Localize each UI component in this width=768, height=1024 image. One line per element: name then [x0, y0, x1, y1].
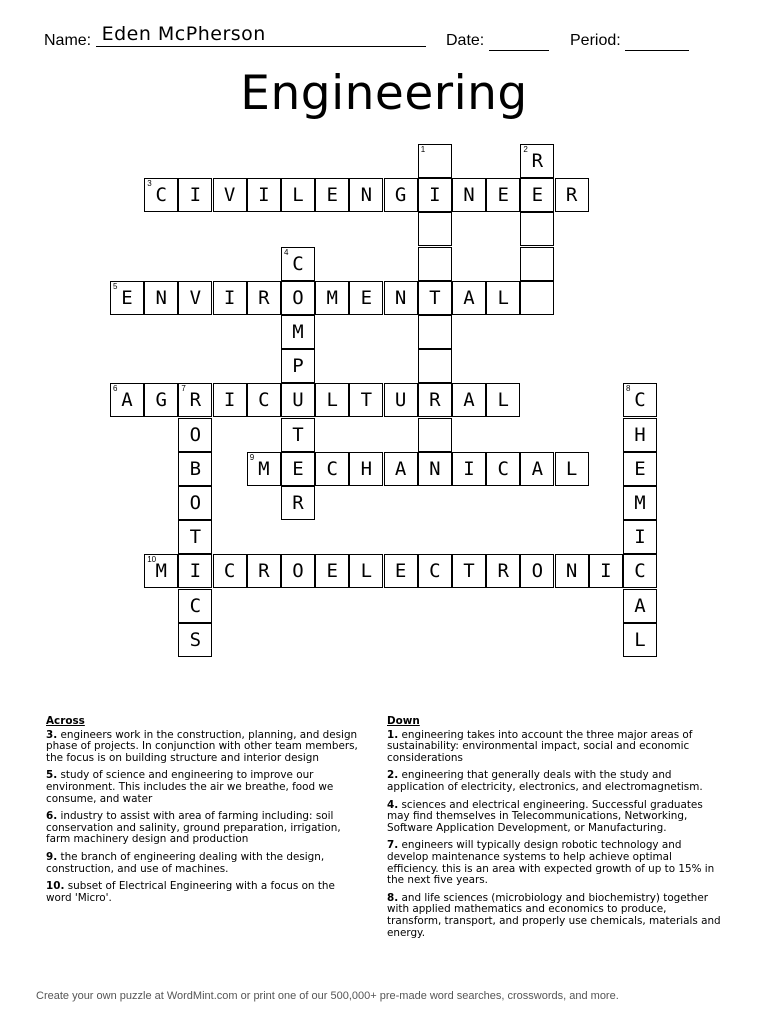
grid-cell[interactable] — [418, 452, 452, 486]
down-clue — [387, 840, 722, 886]
grid-cell[interactable] — [418, 418, 452, 452]
grid-cell[interactable] — [281, 349, 315, 383]
cell-letter: I — [189, 184, 202, 207]
grid-cell[interactable] — [520, 281, 554, 315]
grid-cell[interactable] — [349, 178, 383, 212]
grid-cell[interactable] — [281, 178, 315, 212]
cell-letter: N — [155, 286, 167, 309]
grid-cell[interactable] — [623, 554, 657, 588]
clue-num: 5. — [46, 769, 58, 782]
grid-cell[interactable] — [589, 554, 623, 588]
cell-letter: N — [463, 184, 475, 207]
grid-cell[interactable] — [623, 623, 657, 657]
cell-letter: R — [258, 560, 270, 583]
grid-cell[interactable] — [418, 383, 452, 417]
grid-cell[interactable] — [110, 281, 144, 315]
cell-letter: B — [189, 457, 202, 480]
grid-cell[interactable] — [178, 554, 212, 588]
cell-letter: O — [189, 423, 202, 446]
name-label: Name: — [44, 32, 92, 49]
cell-letter: E — [360, 286, 373, 309]
cell-letter: L — [326, 389, 338, 412]
clue-number: 4 — [284, 247, 289, 257]
grid-cell[interactable] — [520, 178, 554, 212]
cell-letter: I — [600, 560, 612, 583]
cell-letter: N — [565, 560, 578, 583]
grid-cell[interactable] — [247, 383, 281, 417]
grid-cell[interactable] — [349, 281, 383, 315]
grid-cell[interactable] — [315, 452, 349, 486]
clue-text: engineering takes into account the three major areas of sustainability: environmental impact, social and economic considerations — [387, 728, 693, 764]
cell-letter: C — [497, 457, 509, 480]
grid-cell[interactable] — [520, 554, 554, 588]
clue-num: 9. — [46, 850, 58, 863]
cell-letter: A — [121, 389, 133, 412]
grid-cell[interactable] — [623, 383, 657, 417]
cell-letter: R — [292, 492, 304, 514]
grid-cell[interactable] — [384, 383, 418, 417]
grid-cell[interactable] — [555, 178, 589, 212]
clue-num: 6. — [46, 810, 58, 823]
grid-cell[interactable] — [418, 554, 452, 588]
clue-text: industry to assist with area of farming including: soil conservation and salinity, ground preparation, irrigation, farm machinery design and production — [46, 810, 341, 846]
cell-letter: I — [429, 184, 441, 207]
cell-letter: C — [189, 594, 202, 617]
grid-cell[interactable] — [281, 554, 315, 588]
cell-letter: E — [121, 286, 133, 309]
grid-cell[interactable] — [623, 486, 657, 520]
grid-cell[interactable] — [281, 281, 315, 315]
cell-letter: C — [155, 184, 167, 207]
grid-cell[interactable] — [315, 383, 349, 417]
cell-letter: A — [463, 389, 475, 412]
cell-letter: C — [292, 252, 304, 275]
cell-letter: I — [223, 286, 236, 309]
cell-letter: U — [394, 389, 407, 412]
cell-letter: V — [223, 184, 236, 207]
clue-number: 5 — [113, 281, 118, 291]
grid-cell[interactable] — [349, 383, 383, 417]
clue-number: 2 — [523, 145, 528, 154]
cell-letter: O — [189, 492, 202, 514]
cell-letter: A — [531, 457, 544, 480]
grid-cell[interactable] — [213, 178, 247, 212]
grid-cell[interactable] — [623, 589, 657, 623]
grid-cell[interactable] — [452, 554, 486, 588]
down-clue — [387, 730, 722, 765]
cell-letter: R — [531, 150, 544, 172]
grid-cell[interactable] — [178, 486, 212, 520]
grid-cell[interactable] — [315, 554, 349, 588]
grid-cell[interactable] — [384, 452, 418, 486]
clue-text: sciences and electrical engineering. Successful graduates may find themselves in Telecommunications, Networking, Software Application Development, or Manufacturing. — [387, 798, 703, 834]
grid-cell[interactable] — [623, 520, 657, 554]
grid-cell[interactable] — [486, 281, 520, 315]
cell-letter: E — [497, 184, 509, 207]
grid-cell[interactable] — [349, 554, 383, 588]
cell-letter: C — [258, 389, 270, 412]
clue-number: 6 — [113, 384, 118, 394]
down-clue — [387, 800, 722, 835]
grid-cell[interactable] — [418, 144, 452, 178]
grid-cell[interactable] — [520, 452, 554, 486]
across-clue — [46, 770, 361, 805]
across-clue — [46, 811, 361, 846]
grid-cell[interactable] — [281, 486, 315, 520]
grid-cell[interactable] — [281, 315, 315, 349]
across-clue — [46, 730, 361, 765]
across-clue — [46, 852, 361, 875]
grid-cell[interactable] — [178, 281, 212, 315]
clue-text: study of science and engineering to improve our environment. This includes the air we breathe, food we consume, and water — [46, 769, 334, 805]
grid-cell[interactable] — [486, 383, 520, 417]
grid-cell[interactable] — [418, 349, 452, 383]
clue-text: engineers will typically design robotic technology and develop maintenance systems to help achieve optimal efficiency. this is an area with expected growth of up to 15% in the next five years. — [387, 839, 715, 887]
cell-letter: T — [360, 389, 373, 412]
cell-letter: P — [292, 355, 304, 378]
period-label: Period: — [570, 32, 621, 49]
grid-cell[interactable] — [315, 178, 349, 212]
cell-letter: M — [155, 560, 167, 583]
cell-letter: A — [394, 457, 407, 480]
cell-letter: U — [292, 389, 304, 412]
grid-cell[interactable] — [178, 589, 212, 623]
cell-letter: L — [634, 628, 646, 651]
cell-letter: C — [634, 560, 646, 583]
across-heading: Across — [46, 715, 85, 727]
cell-letter: I — [189, 560, 202, 583]
cell-letter: L — [497, 389, 509, 412]
date-label: Date: — [446, 32, 485, 49]
grid-cell[interactable] — [110, 383, 144, 417]
cell-letter: A — [463, 286, 475, 309]
cell-letter: L — [360, 560, 373, 583]
grid-cell[interactable] — [520, 144, 554, 178]
grid-cell[interactable] — [178, 418, 212, 452]
cell-letter: O — [292, 286, 304, 309]
grid-cell[interactable] — [384, 554, 418, 588]
cell-letter: E — [634, 457, 646, 480]
cell-letter: C — [429, 560, 441, 583]
grid-cell[interactable] — [452, 178, 486, 212]
grid-cell[interactable] — [520, 247, 554, 281]
cell-letter: M — [634, 492, 646, 514]
grid-cell[interactable] — [178, 520, 212, 554]
clue-number: 10 — [147, 555, 157, 565]
page-title: Engineering — [240, 66, 528, 121]
grid-cell[interactable] — [349, 452, 383, 486]
clue-number: 1 — [420, 145, 426, 154]
cell-letter: I — [634, 526, 646, 549]
grid-cell[interactable] — [281, 418, 315, 452]
grid-cell[interactable] — [178, 178, 212, 212]
cell-letter: R — [565, 184, 578, 207]
cell-letter: N — [394, 286, 407, 309]
cell-letter: I — [463, 457, 475, 480]
cell-letter: C — [634, 389, 646, 412]
grid-cell[interactable] — [486, 178, 520, 212]
grid-cell[interactable] — [452, 281, 486, 315]
grid-cell[interactable] — [315, 281, 349, 315]
grid-cell[interactable] — [144, 281, 178, 315]
cell-letter: H — [360, 457, 373, 480]
clue-num: 1. — [387, 728, 399, 741]
grid-cell[interactable] — [281, 452, 315, 486]
grid-cell[interactable] — [418, 247, 452, 281]
grid-cell[interactable] — [144, 383, 178, 417]
cell-letter: M — [258, 457, 270, 480]
grid-cell[interactable] — [144, 554, 178, 588]
cell-letter: I — [258, 184, 270, 207]
cell-letter: C — [223, 560, 236, 583]
clue-text: and life sciences (microbiology and biochemistry) together with applied mathematics and economics to produce, transform, transport, and properly use chemicals, materials and energy. — [387, 891, 721, 939]
cell-letter: L — [565, 457, 578, 480]
cell-letter: E — [292, 457, 304, 480]
clue-number: 7 — [181, 384, 186, 394]
down-clue — [387, 893, 722, 939]
grid-cell[interactable] — [247, 452, 281, 486]
footer-text: Create your own puzzle at WordMint.com or print one of our 500,000+ pre-made word searches, crosswords, and more. — [36, 990, 619, 1002]
grid-cell[interactable] — [623, 452, 657, 486]
across-clues — [46, 716, 361, 910]
cell-letter: N — [360, 184, 373, 207]
grid-cell[interactable] — [418, 212, 452, 246]
grid-cell[interactable] — [247, 554, 281, 588]
grid-cell[interactable] — [555, 554, 589, 588]
grid-cell[interactable] — [384, 178, 418, 212]
cell-letter: O — [531, 560, 544, 583]
cell-letter: R — [189, 389, 202, 412]
cell-letter: T — [429, 286, 441, 309]
cell-letter: I — [223, 389, 236, 412]
grid-cell[interactable] — [452, 383, 486, 417]
cell-letter: E — [326, 184, 338, 207]
clue-text: engineering that generally deals with the study and application of electricity, electronics, and electromagnetism. — [387, 769, 703, 793]
grid-cell[interactable] — [281, 383, 315, 417]
cell-letter: S — [189, 628, 202, 651]
name-value: Eden McPherson — [101, 23, 266, 45]
clue-number: 8 — [626, 384, 631, 394]
clue-num: 3. — [46, 728, 58, 741]
cell-letter: E — [531, 184, 544, 207]
cell-letter: M — [326, 286, 338, 309]
cell-letter: T — [463, 560, 475, 583]
clue-text: engineers work in the construction, planning, and design phase of projects. In conjunction with other team members, the focus is on building structure and interior design — [46, 728, 358, 764]
cell-letter: L — [292, 184, 304, 207]
grid-cell[interactable] — [384, 281, 418, 315]
across-clue — [46, 881, 361, 904]
clue-num: 4. — [387, 798, 399, 811]
cell-letter: E — [326, 560, 338, 583]
cell-letter: T — [189, 526, 202, 549]
clue-num: 2. — [387, 769, 399, 782]
cell-letter: O — [292, 560, 304, 583]
cell-letter: V — [189, 286, 202, 309]
grid-cell[interactable] — [520, 212, 554, 246]
cell-letter: H — [634, 423, 646, 446]
grid-cell[interactable] — [418, 281, 452, 315]
clue-num: 8. — [387, 891, 399, 904]
grid-cell[interactable] — [178, 383, 212, 417]
grid-cell[interactable] — [486, 452, 520, 486]
cell-letter: M — [292, 321, 304, 343]
cell-letter: R — [258, 286, 270, 309]
cell-letter: G — [394, 184, 407, 207]
cell-letter: T — [292, 423, 304, 446]
grid-cell[interactable] — [213, 281, 247, 315]
down-clues — [387, 716, 722, 945]
clue-text: the branch of engineering dealing with the design, construction, and use of machines. — [46, 850, 325, 875]
clue-text: subset of Electrical Engineering with a focus on the word 'Micro'. — [46, 880, 335, 904]
grid-cell[interactable] — [418, 315, 452, 349]
grid-cell[interactable] — [281, 247, 315, 281]
cell-letter: A — [634, 594, 646, 617]
cell-letter: E — [394, 560, 407, 583]
grid-cell[interactable] — [213, 383, 247, 417]
cell-letter: C — [326, 457, 338, 480]
down-clue — [387, 770, 722, 793]
cell-letter: L — [497, 286, 509, 309]
clue-num: 10. — [46, 880, 65, 893]
grid-cell[interactable] — [213, 554, 247, 588]
cell-letter: N — [429, 457, 441, 480]
clue-num: 7. — [387, 839, 399, 852]
grid-cell[interactable] — [555, 452, 589, 486]
grid-cell[interactable] — [247, 178, 281, 212]
grid-cell[interactable] — [178, 623, 212, 657]
grid-cell[interactable] — [486, 554, 520, 588]
clue-number: 9 — [249, 452, 255, 462]
clue-number: 3 — [147, 179, 152, 189]
grid-cell[interactable] — [178, 452, 212, 486]
grid-cell[interactable] — [144, 178, 178, 212]
cell-letter: R — [497, 560, 509, 583]
down-heading: Down — [387, 715, 420, 727]
grid-cell[interactable] — [247, 281, 281, 315]
grid-cell[interactable] — [452, 452, 486, 486]
cell-letter: G — [155, 389, 167, 412]
cell-letter: R — [429, 389, 441, 412]
grid-cell[interactable] — [623, 418, 657, 452]
grid-cell[interactable] — [418, 178, 452, 212]
